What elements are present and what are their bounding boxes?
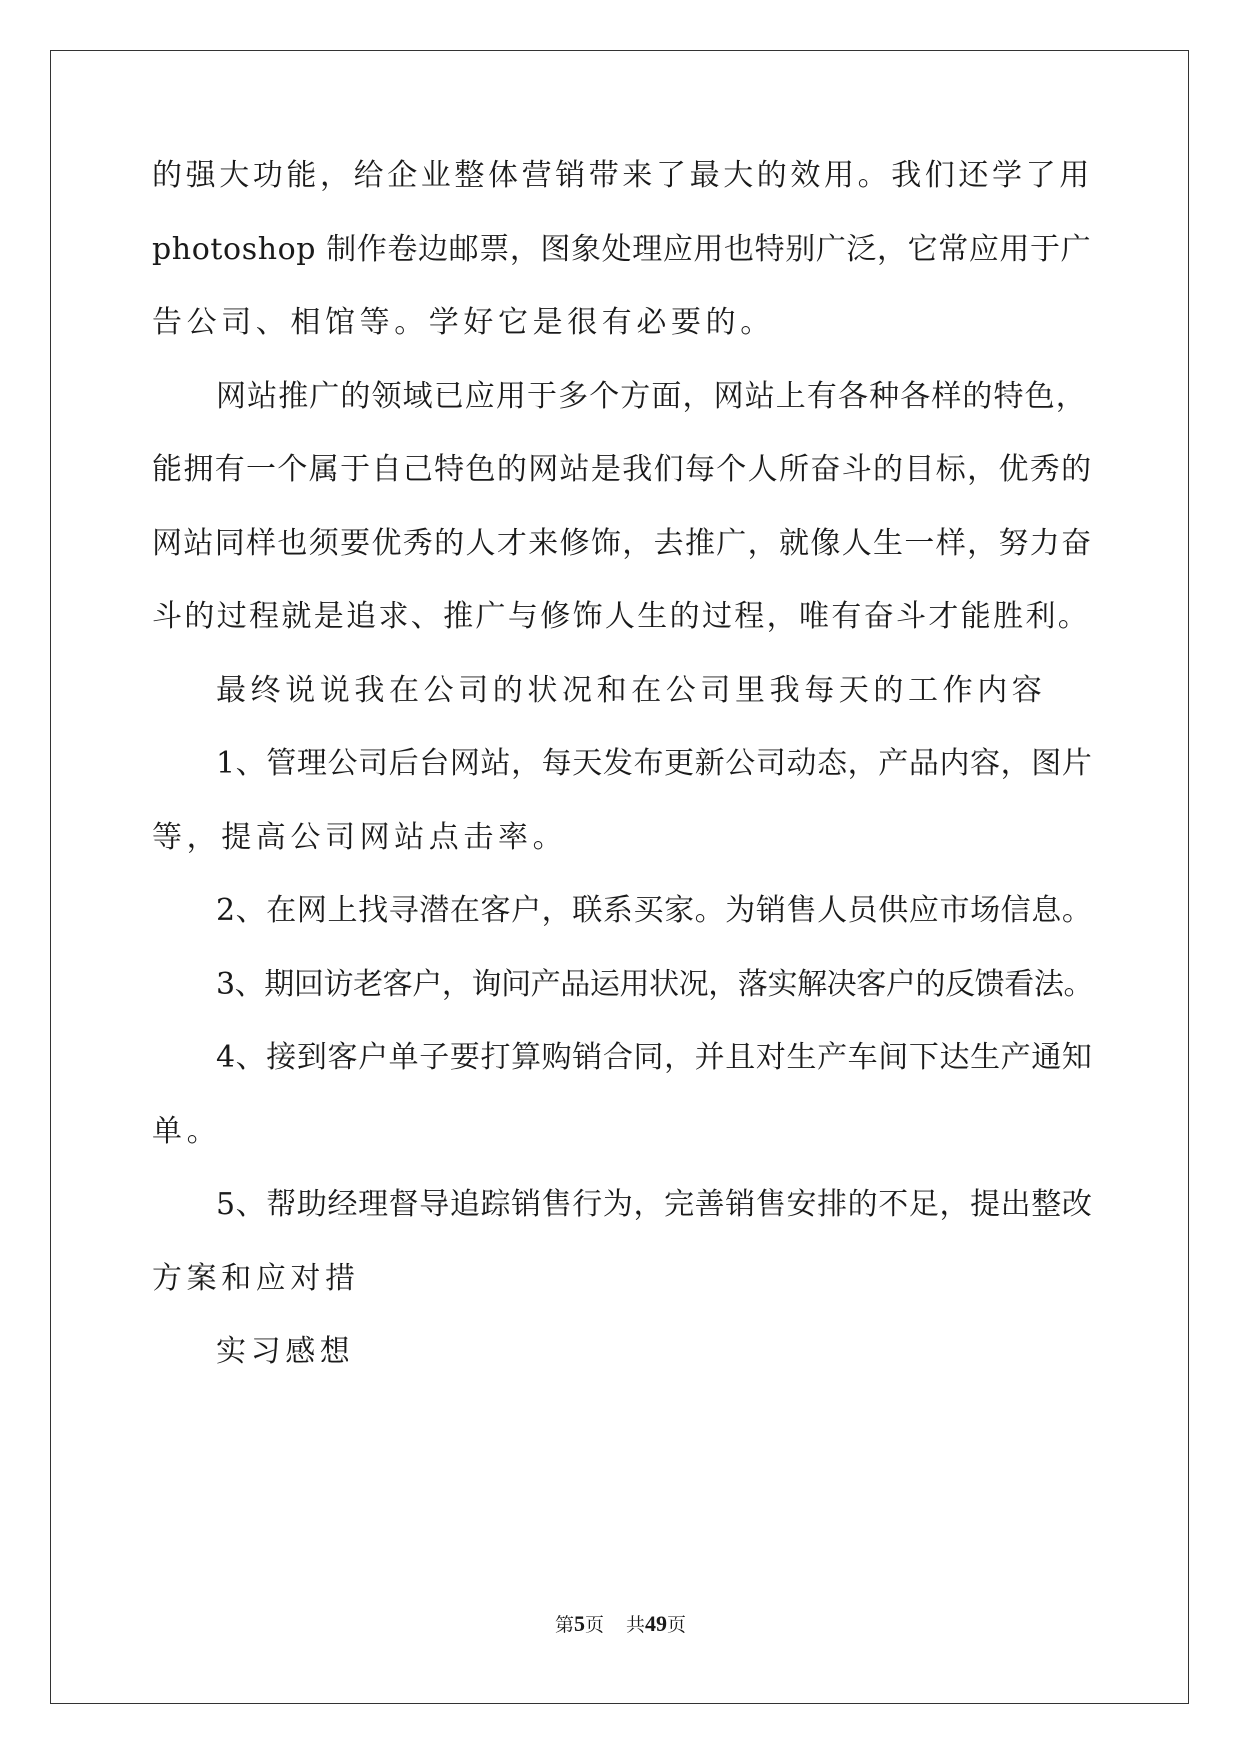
text-line: 5、帮助经理督导追踪销售行为，完善销售安排的不足，提出整改 [216,1187,1093,1222]
text-line: 斗的过程就是追求、推广与修饰人生的过程，唯有奋斗才能胜利。 [152,599,1091,634]
footer-total-pages: 49 [645,1611,668,1636]
text-line: 2、在网上找寻潜在客户，联系买家。为销售人员供应市场信息。 [216,893,1093,928]
text-line: 方案和应对措 [152,1260,360,1296]
text-line: 单。 [152,1113,222,1149]
footer-total-suffix: 页 [667,1614,687,1636]
text-line: 最终说说我在公司的状况和在公司里我每天的工作内容 [216,672,1047,708]
text-line: 实习感想 [216,1334,355,1369]
footer-page-number: 5 [573,1611,585,1636]
text-line: 4、接到客户单子要打算购销合同，并且对生产车间下达生产通知 [216,1040,1093,1075]
document-body [152,158,1094,1411]
text-line: 能拥有一个属于自己特色的网站是我们每个人所奋斗的目标，优秀的 [152,452,1093,487]
text-line: 网站推广的领域已应用于多个方面，网站上有各种各样的特色， [216,378,1087,414]
text-line: 等，提高公司网站点击率。 [152,819,568,855]
text-line: 网站同样也须要优秀的人才来修饰，去推广，就像人生一样，努力奋 [152,525,1093,561]
text-line: 告公司、相馆等。学好它是很有必要的。 [152,305,775,340]
text-line: 3、期回访老客户，询问产品运用状况，落实解决客户的反馈看法。 [216,966,1094,1002]
footer-total-prefix: 共 [626,1614,646,1636]
text-line: 的强大功能，给企业整体营销带来了最大的效用。我们还学了用 [152,158,1093,193]
footer-page-suffix: 页 [584,1614,604,1636]
text-line: 1、管理公司后台网站，每天发布更新公司动态，产品内容，图片 [216,746,1093,781]
page-footer [0,1610,1241,1637]
footer-page-prefix: 第 [554,1614,574,1636]
text-line: photoshop 制作卷边邮票，图象处理应用也特别广泛，它常应用于广 [152,231,1092,267]
